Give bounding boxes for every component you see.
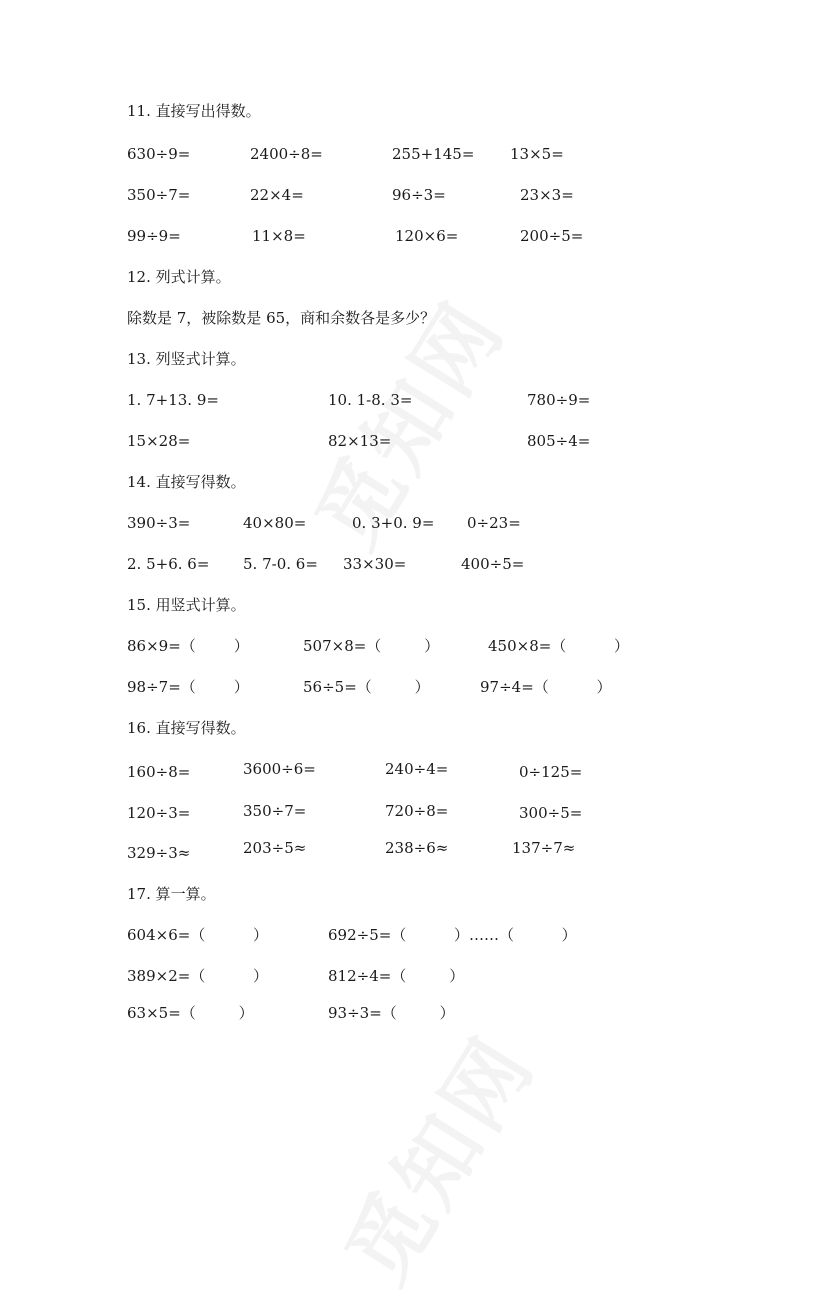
q17-expr: 604×6=（ ） (127, 926, 268, 944)
q15-expr: 97÷4=（ ） (480, 678, 612, 696)
q14-expr: 5. 7-0. 6= (243, 555, 318, 573)
q13-expr: 780÷9= (527, 391, 591, 409)
q13-expr: 10. 1-8. 3= (328, 391, 413, 409)
q12-text: 除数是 7，被除数是 65，商和余数各是多少？ (127, 309, 436, 327)
q13-expr: 805÷4= (527, 432, 591, 450)
q14-expr: 390÷3= (127, 514, 191, 532)
q15-expr: 98÷7=（ ） (127, 678, 249, 696)
q16-expr: 240÷4= (385, 760, 449, 778)
q17-expr: 63×5=（ ） (127, 1004, 254, 1022)
q14-expr: 40×80= (243, 514, 307, 532)
q11-expr: 99÷9= (127, 227, 181, 245)
q15-title: 15. 用竖式计算。 (127, 596, 246, 614)
q16-title: 16. 直接写得数。 (127, 719, 246, 737)
q16-expr: 203÷5≈ (243, 839, 307, 857)
q11-expr: 22×4= (250, 186, 304, 204)
q14-expr: 0÷23= (467, 514, 521, 532)
q16-expr: 329÷3≈ (127, 844, 191, 862)
q12-title: 12. 列式计算。 (127, 268, 231, 286)
q14-expr: 400÷5= (461, 555, 525, 573)
q16-expr: 0÷125= (519, 763, 583, 781)
watermark-bottom (312, 1009, 558, 1302)
q13-expr: 15×28= (127, 432, 191, 450)
q16-expr: 137÷7≈ (512, 839, 576, 857)
q14-expr: 33×30= (343, 555, 407, 573)
q11-expr: 120×6= (395, 227, 459, 245)
q11-expr: 13×5= (510, 145, 564, 163)
q17-expr: 389×2=（ ） (127, 967, 268, 985)
q13-expr: 82×13= (328, 432, 392, 450)
q11-expr: 23×3= (520, 186, 574, 204)
q16-expr: 3600÷6= (243, 760, 316, 778)
q15-expr: 507×8=（ ） (303, 637, 440, 655)
q11-expr: 630÷9= (127, 145, 191, 163)
q16-expr: 120÷3= (127, 804, 191, 822)
q11-expr: 96÷3= (392, 186, 446, 204)
q13-title: 13. 列竖式计算。 (127, 350, 246, 368)
q16-expr: 720÷8= (385, 802, 449, 820)
q13-expr: 1. 7+13. 9= (127, 391, 219, 409)
q15-expr: 450×8=（ ） (488, 637, 629, 655)
q11-expr: 350÷7= (127, 186, 191, 204)
q17-expr: 93÷3=（ ） (328, 1004, 455, 1022)
q11-expr: 11×8= (252, 227, 306, 245)
q11-title: 11. 直接写出得数。 (127, 102, 261, 120)
q11-expr: 255+145= (392, 145, 475, 163)
q16-expr: 160÷8= (127, 763, 191, 781)
q11-expr: 2400÷8= (250, 145, 323, 163)
q14-title: 14. 直接写得数。 (127, 473, 246, 491)
q17-expr: 692÷5=（ ）……（ ） (328, 926, 577, 944)
q16-expr: 350÷7= (243, 802, 307, 820)
q16-expr: 238÷6≈ (385, 839, 449, 857)
q15-expr: 56÷5=（ ） (303, 678, 430, 696)
q15-expr: 86×9=（ ） (127, 637, 249, 655)
q11-expr: 200÷5= (520, 227, 584, 245)
q17-title: 17. 算一算。 (127, 885, 216, 903)
q14-expr: 0. 3+0. 9= (352, 514, 435, 532)
q17-expr: 812÷4=（ ） (328, 967, 465, 985)
q16-expr: 300÷5= (519, 804, 583, 822)
q14-expr: 2. 5+6. 6= (127, 555, 210, 573)
